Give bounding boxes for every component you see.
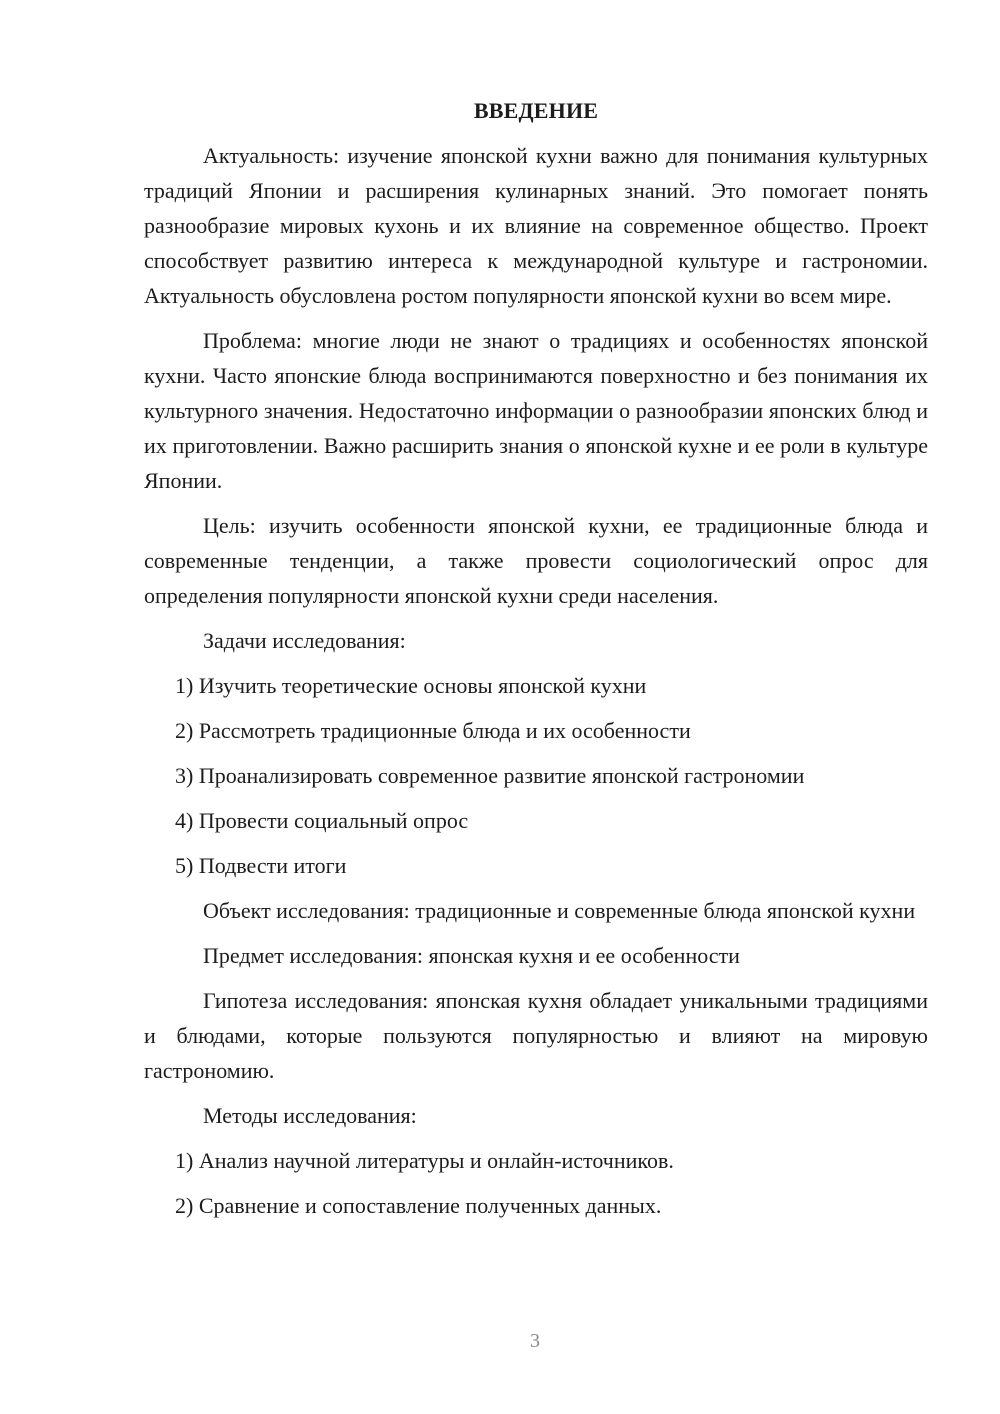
goal-paragraph: Цель: изучить особенности японской кухни, ее традиционные блюда и современные тенденции, а также провести социологический опрос для определения популярности японской кухни среди населения. xyxy=(144,513,928,608)
list-item: 1) Анализ научной литературы и онлайн-источников. xyxy=(175,1148,674,1173)
tasks-list xyxy=(144,668,928,883)
page-title: ВВЕДЕНИЕ xyxy=(473,98,599,123)
hypothesis-paragraph: Гипотеза исследования: японская кухня обладает уникальными традициями и блюдами, которые пользуются популярностью и влияют на мировую гастрономию. xyxy=(144,988,928,1083)
problem-paragraph: Проблема: многие люди не знают о традициях и особенностях японской кухни. Часто японские блюда воспринимаются поверхностно и без понимания их культурного значения. Недостаточно информации о разнообразии японских блюд и их приготовлении. Важно расширить знания о японской кухне и ее роли в культуре Японии. xyxy=(144,328,928,493)
list-item: 4) Провести социальный опрос xyxy=(175,808,469,833)
list-item: 5) Подвести итоги xyxy=(175,853,347,878)
subject-paragraph: Предмет исследования: японская кухня и ее особенности xyxy=(203,943,740,968)
methods-heading: Методы исследования: xyxy=(203,1103,417,1128)
list-item: 3) Проанализировать современное развитие японской гастрономии xyxy=(175,763,805,788)
relevance-paragraph: Актуальность: изучение японской кухни важно для понимания культурных традиций Японии и расширения кулинарных знаний. Это помогает понять разнообразие мировых кухонь и их влияние на современное общество. Проект способствует развитию интереса к международной культуре и гастрономии. Актуальность обусловлена ростом популярности японской кухни во всем мире. xyxy=(144,143,928,308)
object-paragraph: Объект исследования: традиционные и современные блюда японской кухни xyxy=(203,898,916,923)
list-item: 2) Рассмотреть традиционные блюда и их особенности xyxy=(175,718,691,743)
list-item: 1) Изучить теоретические основы японской кухни xyxy=(175,673,647,698)
methods-list xyxy=(144,1143,928,1223)
tasks-heading: Задачи исследования: xyxy=(203,628,406,653)
page-number: 3 xyxy=(530,1330,540,1352)
page-content xyxy=(144,96,928,1233)
list-item: 2) Сравнение и сопоставление полученных данных. xyxy=(175,1193,662,1218)
